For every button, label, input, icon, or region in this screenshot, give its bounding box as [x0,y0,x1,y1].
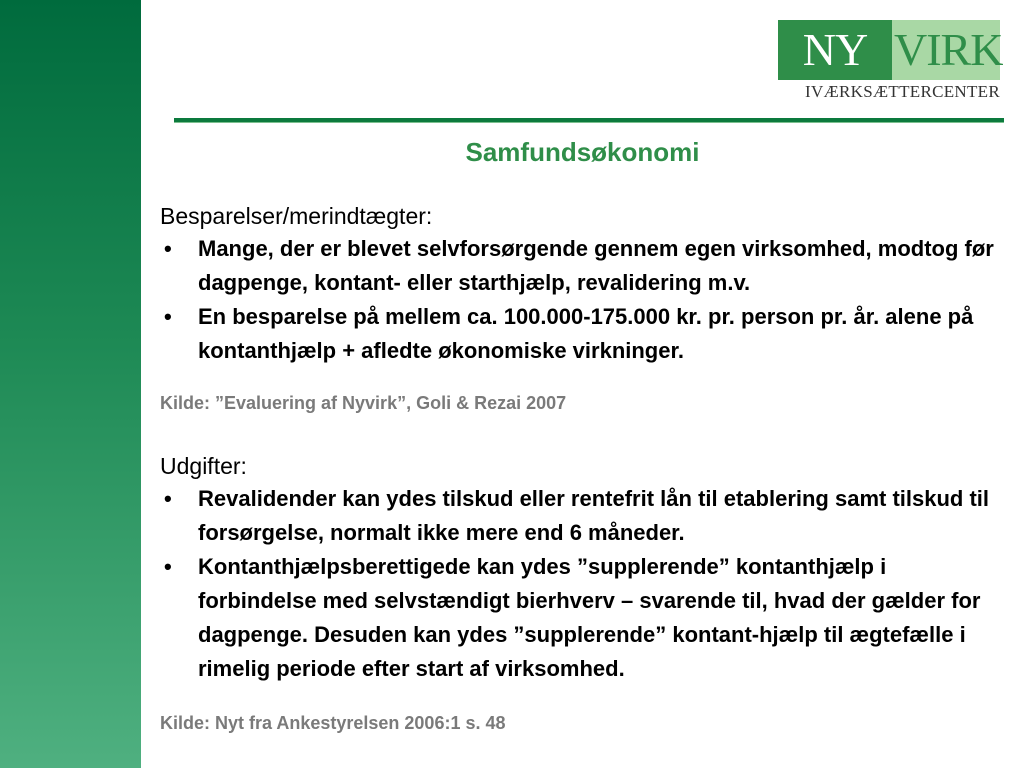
bullet-list-expenses [160,482,1000,686]
source-citation: Kilde: ”Evaluering af Nyvirk”, Goli & Rezai 2007 [160,393,567,413]
bullet-item: • Mange, der er blevet selvforsørgende gennem egen virksomhed, modtog før dagpenge, kontant- eller starthjælp, revalidering m.v. [160,232,1000,300]
logo-subtitle: IVÆRKSÆTTERCENTER [805,82,1000,101]
logo-ny-block: NY [778,20,892,80]
slide-title: Samfundsøkonomi [465,137,700,167]
bullet-list-savings [160,232,1000,368]
bullet-item: • Kontanthjælpsberettigede kan ydes ”supplerende” kontanthjælp i forbindelse med selvstændigt bierhverv – svarende til, hvad der gælder for dagpenge. Desuden kan ydes ”supplerende” kontant-hjælp til ægtefælle i rimelig periode efter start af virksomhed. [160,550,1000,686]
logo-wordmark [778,20,1003,80]
bullet-item: • En besparelse på mellem ca. 100.000-175.000 kr. pr. person pr. år. alene på kontanthjælp + afledte økonomiske virkninger. [160,300,1000,368]
side-decoration-band [0,0,141,768]
section-heading-expenses: Udgifter: [160,453,247,479]
bullet-item: • Revalidender kan ydes tilskud eller rentefrit lån til etablering samt tilskud til forsørgelse, normalt ikke mere end 6 måneder. [160,482,1000,550]
logo-virk-block: VIRK [892,20,1000,80]
slide-content [160,200,1000,736]
section-heading-savings: Besparelser/merindtægter: [160,203,433,229]
header-divider [174,118,1004,123]
source-citation: Kilde: Nyt fra Ankestyrelsen 2006:1 s. 48 [160,713,506,733]
nyvirk-logo [778,20,1003,104]
